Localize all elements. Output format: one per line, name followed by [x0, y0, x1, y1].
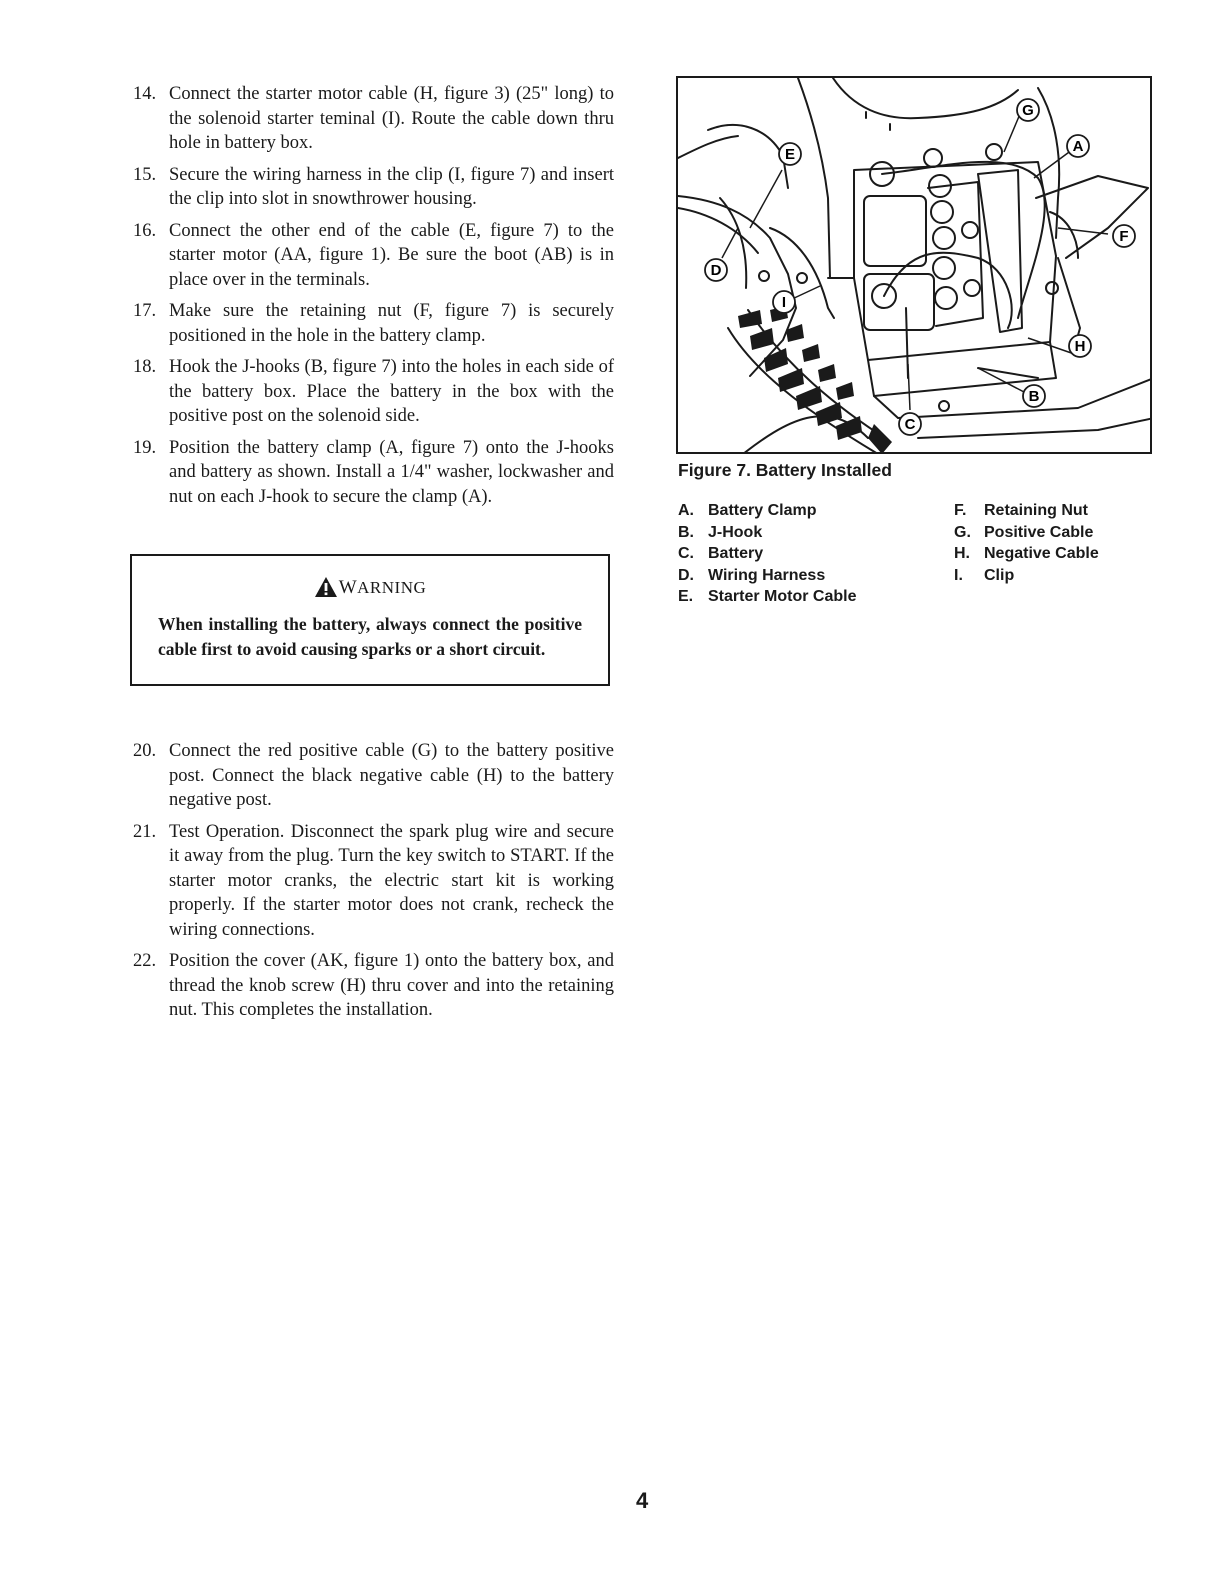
callout-h [1069, 335, 1091, 357]
legend-key: G. [954, 523, 971, 541]
step-number: 18. [133, 357, 157, 377]
legend-item [954, 565, 1099, 587]
step-item [128, 163, 614, 212]
callout-d-label: D [710, 262, 722, 279]
callout-g [1017, 99, 1039, 121]
step-item [128, 820, 614, 943]
step-text: Hook the J-hooks (B, figure 7) into the holes in each side of the battery box. Place the battery in the box with the positive post on the solenoid side. [169, 357, 614, 426]
step-text: Position the battery clamp (A, figure 7) onto the J-hooks and battery as shown. Install a 1/4" washer, lockwasher and nut on each J-hook to secure the clamp (A). [169, 437, 614, 507]
step-item [128, 299, 614, 348]
legend-label: Battery Clamp [708, 502, 817, 519]
legend-item [678, 586, 856, 608]
callout-c [899, 413, 921, 435]
legend-key: B. [678, 523, 694, 541]
figure-caption: Figure 7. Battery Installed [678, 460, 892, 480]
callout-b-label: B [1028, 388, 1040, 405]
step-text: Connect the red positive cable (G) to the battery positive post. Connect the black negative cable (H) to the battery negative post. [169, 741, 614, 810]
callout-g-label: G [1022, 102, 1034, 119]
step-text: Secure the wiring harness in the clip (I, figure 7) and insert the clip into slot in snowthrower housing. [169, 164, 614, 209]
legend-label: Negative Cable [984, 545, 1099, 563]
step-item [128, 82, 614, 156]
step-number: 15. [133, 164, 157, 185]
step-item [128, 219, 614, 293]
legend-item [678, 500, 856, 522]
warning-triangle-icon [314, 576, 338, 598]
legend-key: H. [954, 545, 970, 563]
step-text: Make sure the retaining nut (F, figure 7) is securely positioned in the hole in the battery clamp. [169, 301, 614, 346]
legend-label: Positive Cable [984, 523, 1094, 541]
legend-label: J-Hook [708, 523, 763, 541]
callout-i [773, 291, 795, 313]
step-text: Connect the starter motor cable (H, figure 3) (25" long) to the solenoid starter teminal (I). Route the cable down thru hole in battery box. [169, 84, 614, 153]
legend-item [954, 543, 1099, 565]
legend-item [954, 522, 1099, 544]
warning-title-initial: W [338, 577, 358, 598]
warning-box [130, 554, 610, 686]
legend-item [954, 500, 1099, 522]
step-number: 16. [133, 220, 157, 241]
legend-label: Starter Motor Cable [708, 588, 857, 606]
legend-label: Wiring Harness [708, 566, 826, 584]
callout-f [1113, 225, 1135, 247]
steps-list-bottom [128, 739, 614, 1030]
callout-c-label: C [904, 416, 916, 433]
step-number: 19. [133, 437, 157, 458]
battery-illustration [678, 78, 1152, 454]
legend-right [954, 500, 1099, 586]
callout-a [1067, 135, 1089, 157]
legend-item [678, 522, 856, 544]
warning-title [132, 576, 608, 599]
step-number: 20. [133, 741, 157, 761]
callout-d [705, 259, 727, 281]
callout-e-label: E [784, 146, 796, 163]
legend-left [678, 500, 856, 608]
legend-label: Retaining Nut [984, 502, 1088, 519]
callout-i-label: I [781, 294, 787, 311]
callout-b [1023, 385, 1045, 407]
step-number: 17. [133, 301, 157, 321]
step-item [128, 355, 614, 429]
legend-key: I. [954, 566, 963, 584]
step-text: Test Operation. Disconnect the spark plug wire and secure it away from the plug. Turn the key switch to START. If the starter motor cranks, the electric start kit is working properly. If the starter motor does not crank, recheck the wiring connections. [169, 821, 614, 940]
warning-text: When installing the battery, always connect the positive cable first to avoid causing sparks or a short circuit. [158, 614, 582, 659]
legend-label: Clip [984, 566, 1015, 584]
step-text: Connect the other end of the cable (E, figure 7) to the starter motor (AA, figure 1). Be sure the boot (AB) is in place over in the terminals. [169, 220, 614, 290]
legend-item [678, 565, 856, 587]
step-item [128, 949, 614, 1023]
step-item [128, 436, 614, 510]
step-item [128, 739, 614, 813]
warning-title-rest: ARNING [357, 578, 427, 597]
step-text: Position the cover (AK, figure 1) onto the battery box, and thread the knob screw (H) thru cover and into the retaining nut. This completes the installation. [169, 951, 614, 1020]
figure-battery-installed [676, 76, 1152, 454]
page-number: 4 [636, 1488, 649, 1513]
callout-h-label: H [1074, 338, 1086, 355]
step-number: 14. [133, 84, 157, 104]
callout-a-label: A [1072, 138, 1084, 155]
steps-list-top [128, 82, 614, 516]
callout-e [779, 143, 801, 165]
legend-item [678, 543, 856, 565]
legend-label: Battery [708, 545, 764, 563]
callout-f-label: F [1119, 228, 1129, 245]
legend-key: A. [678, 502, 694, 519]
legend-key: E. [678, 588, 694, 606]
legend-key: D. [678, 566, 694, 584]
step-number: 22. [133, 951, 157, 971]
legend-key: C. [678, 545, 694, 563]
step-number: 21. [133, 821, 157, 842]
legend-key: F. [954, 502, 967, 519]
